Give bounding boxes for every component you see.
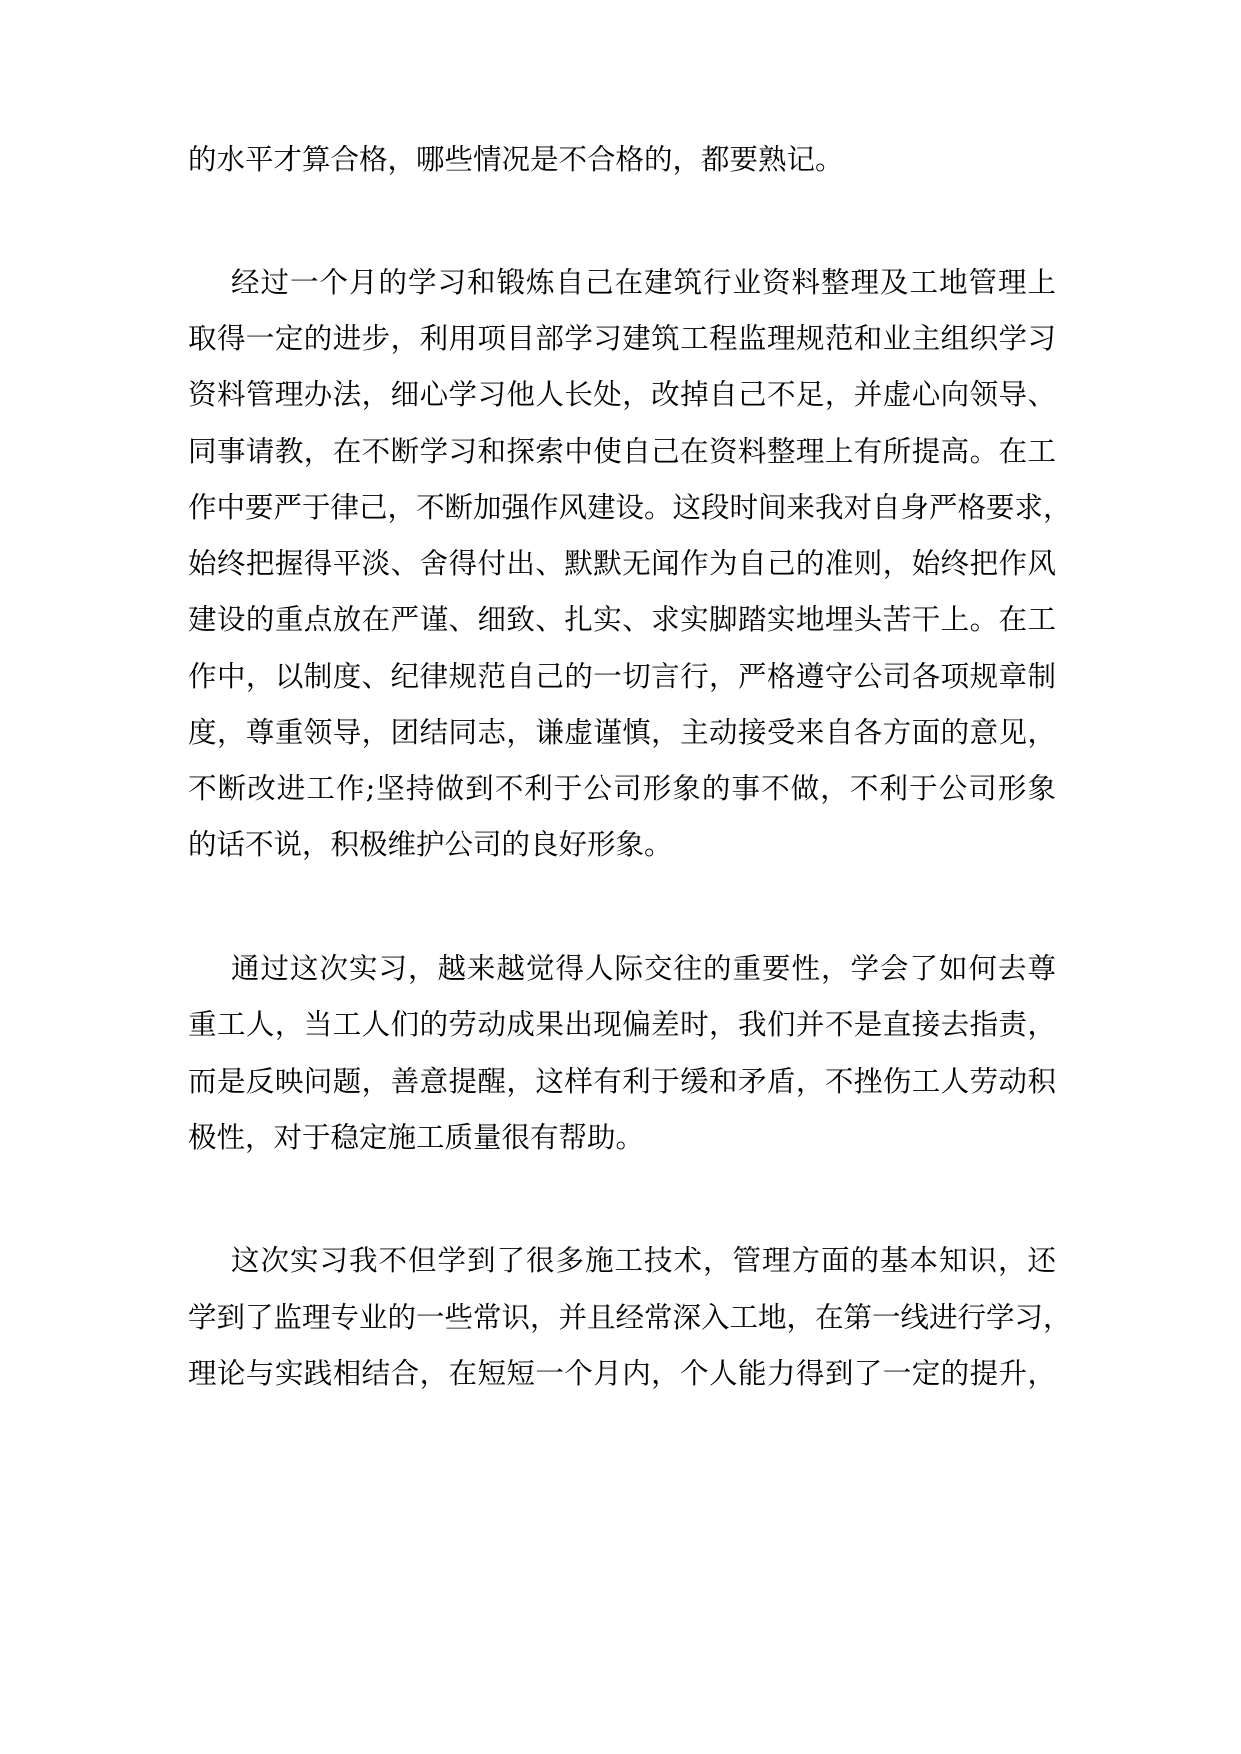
- text-line: 作中要严于律己，不断加强作风建设。这段时间来我对自身严格要求，: [188, 491, 1072, 524]
- text-line: 极性，对于稳定施工质量很有帮助。: [188, 1121, 645, 1154]
- text-line: 这次实习我不但学到了很多施工技术，管理方面的基本知识，还: [231, 1244, 1056, 1277]
- document-page: [188, 0, 1072, 1754]
- text-line: 而是反映问题，善意提醒，这样有利于缓和矛盾，不挫伤工人劳动积: [188, 1065, 1056, 1098]
- text-line: 同事请教，在不断学习和探索中使自己在资料整理上有所提高。在工: [188, 435, 1056, 468]
- text-line: 作中，以制度、纪律规范自己的一切言行，严格遵守公司各项规章制: [188, 660, 1056, 693]
- text-line: 不断改进工作;坚持做到不利于公司形象的事不做，不利于公司形象: [188, 772, 1056, 805]
- text-line: 通过这次实习，越来越觉得人际交往的重要性，学会了如何去尊: [231, 952, 1056, 985]
- text-line: 学到了监理专业的一些常识，并且经常深入工地，在第一线进行学习，: [188, 1301, 1072, 1334]
- text-line: 取得一定的进步，利用项目部学习建筑工程监理规范和业主组织学习: [188, 322, 1056, 355]
- text-line: 资料管理办法，细心学习他人长处，改掉自己不足，并虚心向领导、: [188, 378, 1056, 411]
- text-line: 的话不说，积极维护公司的良好形象。: [188, 828, 673, 861]
- text-line: 的水平才算合格，哪些情况是不合格的，都要熟记。: [188, 143, 844, 176]
- text-line: 重工人，当工人们的劳动成果出现偏差时，我们并不是直接去指责，: [188, 1008, 1056, 1041]
- text-line: 经过一个月的学习和锻炼自己在建筑行业资料整理及工地管理上: [231, 266, 1056, 299]
- text-line: 度，尊重领导，团结同志，谦虚谨慎，主动接受来自各方面的意见，: [188, 716, 1056, 749]
- text-line: 理论与实践相结合，在短短一个月内，个人能力得到了一定的提升，: [188, 1357, 1056, 1390]
- text-line: 建设的重点放在严谨、细致、扎实、求实脚踏实地埋头苦干上。在工: [188, 603, 1056, 636]
- text-line: 始终把握得平淡、舍得付出、默默无闻作为自己的准则，始终把作风: [188, 547, 1056, 580]
